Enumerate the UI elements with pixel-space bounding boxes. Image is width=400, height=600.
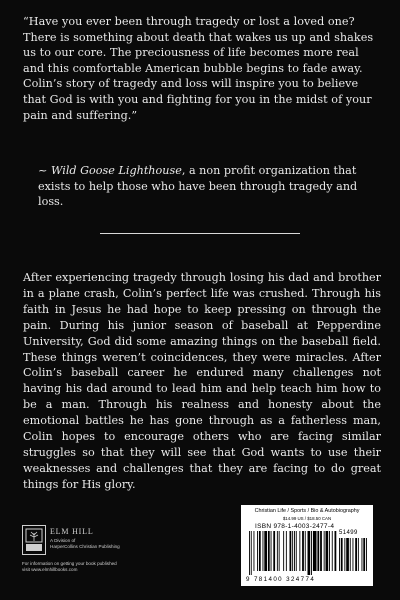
barcode-bar xyxy=(257,531,258,571)
bisac-category: Christian Life / Sports / Bio & Autobiography xyxy=(254,508,360,514)
barcode-bar xyxy=(283,531,284,571)
attribution-description: , a non profit organization that exists to help those who have been through tragedy and loss. xyxy=(38,164,358,209)
barcode-bar xyxy=(313,531,317,571)
barcode-bar xyxy=(366,538,367,571)
barcode-bar xyxy=(292,531,293,571)
barcode-bar xyxy=(277,531,278,571)
barcode-bar xyxy=(251,531,252,575)
barcode-bar xyxy=(302,531,304,571)
barcode-bar xyxy=(344,538,345,571)
barcode-bar xyxy=(362,538,363,571)
publisher-division: A Division of xyxy=(50,538,76,543)
barcode-bar xyxy=(317,531,319,571)
publisher-info xyxy=(22,561,182,572)
barcode-bar xyxy=(290,531,292,571)
barcode-bar xyxy=(355,538,357,571)
section-divider xyxy=(100,233,300,234)
barcode-bar xyxy=(329,531,330,571)
price-addon-number: 51499 xyxy=(339,530,358,536)
elm-hill-logo xyxy=(22,525,46,555)
barcode-bar xyxy=(294,531,295,571)
book-description: After experiencing tragedy through losing his dad and brother in a plane crash, Colin’s perfect life was crushed. Through his faith in Jesus he had hope to keep pressing on through the pain. During his junior season of baseball at Pepperdine University, God did some amazing things on the baseball field. These things weren’t coincidences, they were miracles. After Colin’s baseball career he endured many challenges not having his dad around to lead him and help teach him how to be a man. Through his realness and honesty about the emotional battles he has gone through as a fatherless man, Colin hopes to encourage others who are facing similar struggles so that they will see that God wants to use their weaknesses and challenges that they are facing to do great things for His glory. xyxy=(23,271,381,491)
price-label: $14.99 US / $18.50 CAN xyxy=(282,516,332,521)
barcode-bar xyxy=(341,538,343,571)
barcode-bar xyxy=(286,531,287,571)
barcode-bar xyxy=(305,531,306,571)
barcode-bar xyxy=(363,538,365,571)
barcode-bar xyxy=(279,531,280,571)
publisher-info-line-2: visit www.elmhillbooks.com xyxy=(22,566,78,572)
barcode-bar xyxy=(324,531,325,571)
barcode-bar xyxy=(259,531,261,571)
barcode-panel xyxy=(241,505,373,586)
barcode-bar xyxy=(311,531,312,575)
barcode-bar xyxy=(326,531,329,571)
barcode-bar xyxy=(271,531,272,571)
barcode-bar xyxy=(299,531,300,571)
barcode-bar xyxy=(296,531,297,571)
price-addon-barcode xyxy=(339,538,367,575)
endorsement-quote: “Have you ever been through tragedy or lost a loved one? There is something about death that wakes us up and shakes us to our core. The preciousness of life becomes more real and this comfortable American bubble begins to fade away. Colin’s story of tragedy and loss will inspire you to believe that God is with you and fighting for you in the midst of your pain and suffering.” xyxy=(23,15,374,122)
attribution-tilde: ~ xyxy=(38,164,48,177)
barcode-digits: 9 781400 324774 xyxy=(246,576,316,583)
publisher-info-line-1: For information on getting your book published xyxy=(22,561,117,566)
publisher-name: ELM HILL xyxy=(50,527,94,536)
barcode-bar xyxy=(350,538,351,571)
barcode-bar xyxy=(249,531,250,575)
barcode-bar xyxy=(264,531,267,571)
publisher-parent: HarperCollins Christian Publishing xyxy=(50,544,120,549)
barcode-bar xyxy=(254,531,255,571)
barcode-bar xyxy=(332,531,333,571)
barcode-bar xyxy=(308,531,311,575)
attribution-organization: Wild Goose Lighthouse xyxy=(50,164,182,177)
quote-attribution xyxy=(38,163,383,210)
isbn-barcode xyxy=(249,531,337,575)
barcode-bar xyxy=(268,531,270,571)
barcode-bar xyxy=(263,531,264,571)
barcode-bar xyxy=(346,538,349,571)
barcode-bar xyxy=(358,538,359,571)
barcode-bar xyxy=(335,531,337,571)
isbn-label: ISBN 978-1-4003-2477-4 xyxy=(255,523,335,530)
barcode-bar xyxy=(339,538,340,571)
tree-icon xyxy=(23,526,45,554)
barcode-bar xyxy=(353,538,354,571)
barcode-bar xyxy=(320,531,322,571)
barcode-bar xyxy=(273,531,275,571)
